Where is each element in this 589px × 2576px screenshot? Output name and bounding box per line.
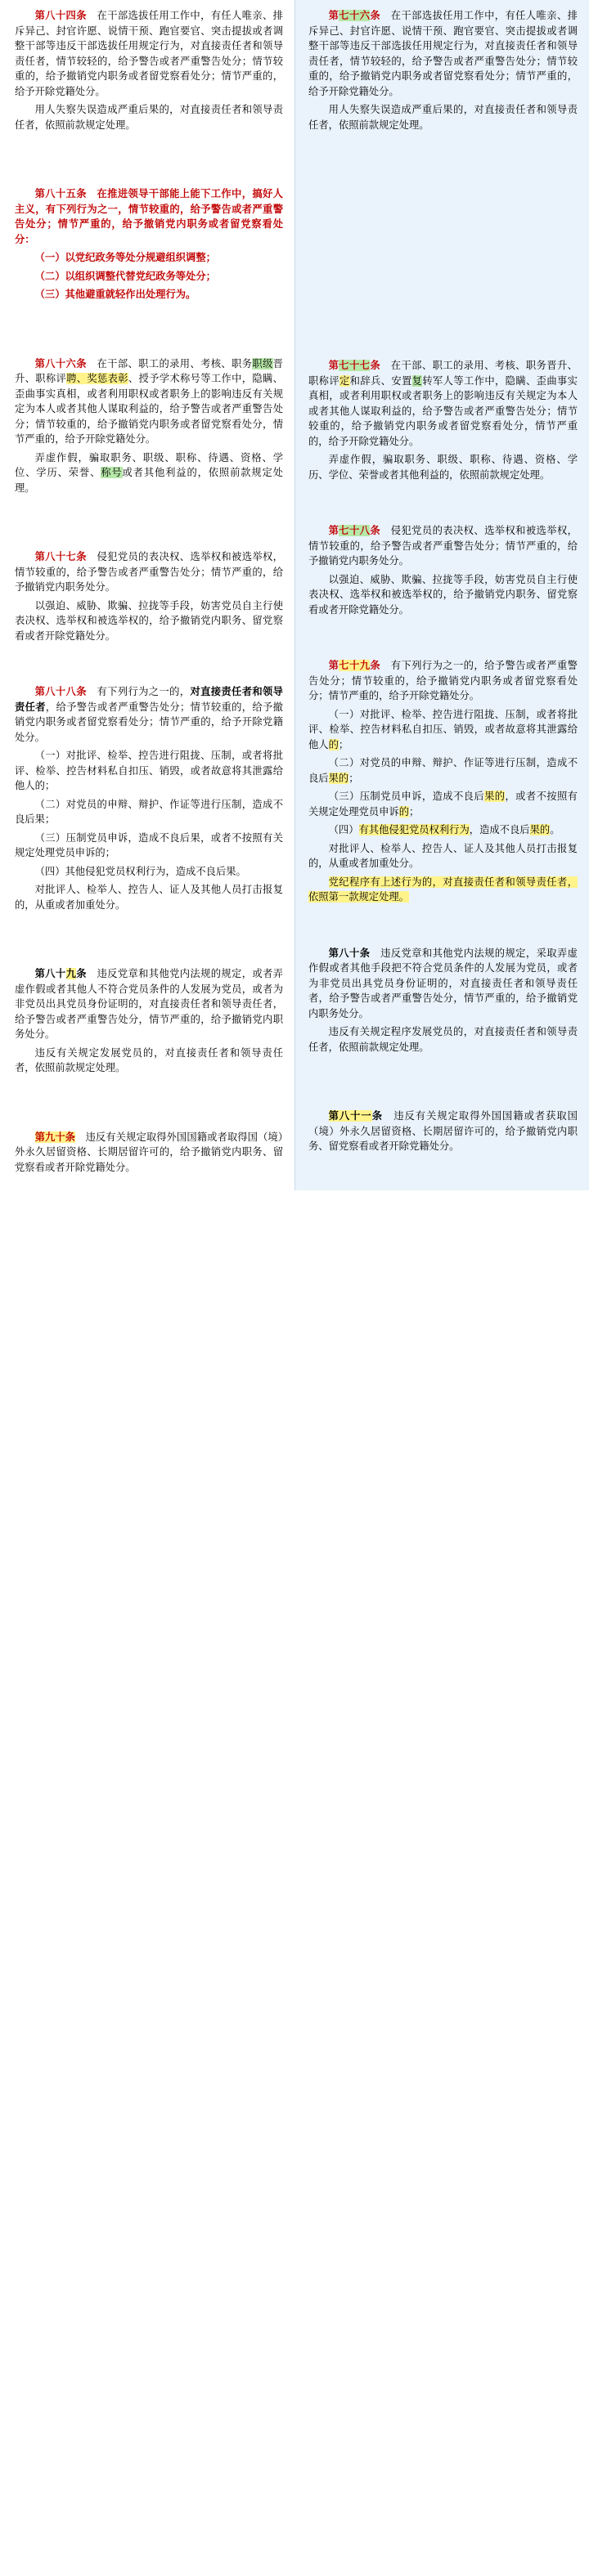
article-79-item-2: （二）对党员的申辩、辩护、作证等进行压制，造成不良后果的； (308, 757, 578, 784)
article-90-number: 第九十条 (34, 1131, 76, 1143)
highlight-de-1: 的 (328, 738, 339, 750)
highlight-added-clause: 党纪程序有上述行为的，对直接责任者和领导责任者，依照第一款规定处理。 (308, 876, 578, 903)
article-81-para-1: 第八十一条 违反有关规定取得外国国籍或者获取国（境）外永久居留资格、长期居留许可的，给予撤销党内职务、留党察看或者开除党籍处分。 (308, 1110, 578, 1152)
article-77-para-1: 第七十七条 在干部、职工的录用、考核、职务晋升、职称评定和辞兵、安置复转军人等工作中，隐瞒、歪曲事实真相，或者利用职权或者职务上的影响违反有关规定为本人或者其他人谋取利益的，给予警告或者严重警告处分；情节较重的，给予撤销党内职务或者留党察看处分，情节严重的，给予开除党籍处分。 (308, 360, 578, 447)
right-column-original (294, 0, 589, 1190)
article-81-number: 第八十一条 (328, 1110, 383, 1122)
highlight-guode-3: 果的 (529, 824, 551, 836)
article-78-number: 第七十八条 (328, 525, 381, 536)
article-79-item-3: （三）压制党员申诉，造成不良后果的，或者不按照有关规定处理党员申诉的； (308, 791, 578, 818)
article-78-para-1: 第七十八条 侵犯党员的表决权、选举权和被选举权，情节较重的，给予警告或者严重警告处分；情节严重的，给予撤销党内职务处分。 (308, 525, 578, 567)
gap-85-86 (15, 324, 283, 356)
highlight-guode-2: 果的 (484, 791, 506, 802)
article-86-para-1: 第八十六条 在干部、职工的录用、考核、职务职级晋升、职称评聘、奖惩表彰、授予学术称号等工作中，隐瞒、歪曲事实真相，或者利用职权或者职务上的影响违反有关规定为本人或者其他人谋取利益的，给予警告或者严重警告处分；情节较重的，给予撤销党内职务或者留党察看处分，情节严重的，给予开除党籍处分。 (15, 357, 283, 445)
article-88-number: 第八十八条 (34, 686, 87, 697)
article-88-item-4: （四）其他侵犯党员权利行为，造成不良后果。 (34, 865, 246, 877)
article-90 (15, 1130, 283, 1176)
gap-77-78 (308, 504, 578, 523)
article-87-number: 第八十七条 (34, 551, 87, 562)
article-80-number: 第八十条 (328, 947, 371, 959)
article-84-number: 第八十四条 (34, 10, 87, 21)
article-86 (15, 356, 283, 496)
article-80-para-1: 第八十条 违反党章和其他党内法规的规定，采取弄虚作假或者其他手段把不符合党员条件的人发展为党员，或者为非党员出具党员身份证明的，对直接责任者和领导责任者，给予警告或者严重警告处分，情节严重的，给予撤销党内职务处分。 (308, 947, 578, 1019)
gap-86-87 (15, 517, 283, 549)
article-78-para-2: 以强迫、威胁、欺骗、拉拢等手段，妨害党员自主行使表决权、选举权和被选举权的，给予撤销党内职务、留党察看或者开除党籍处分。 (308, 573, 578, 616)
gap-84-85 (15, 154, 283, 186)
highlight-fu: 复 (411, 374, 423, 387)
article-87-para-2: 以强迫、威胁、欺骗、拉拢等手段，妨害党员自主行使表决权、选举权和被选举权的，给予撤销党内职务、留党察看或者开除党籍处分。 (15, 599, 283, 642)
article-84-para-1: 第八十四条 在干部选拔任用工作中，有任人唯亲、排斥异己、封官许愿、说情干预、跑官要官、突击提拔或者调整干部等违反干部选拔任用规定行为，对直接责任者和领导责任者，情节较轻的，给予警告或者严重警告处分；情节较重的，给予撤销党内职务或者留党察看处分；情节严重的，给予开除党籍处分。 (15, 10, 283, 97)
gap-80-81 (308, 1076, 578, 1109)
article-89-number: 第八十九条 (34, 968, 87, 979)
article-76-para-1: 第七十六条 在干部选拔任用工作中，有任人唯亲、排斥异己、封官许愿、说情干预、跑官要官、突击提拔或者调整干部等违反干部选拔任用规定行为，对直接责任者和领导责任者，情节较轻的，给予警告或者严重警告处分；情节较重的，给予撤销党内职务或者留党察看处分；情节严重的，给予开除党籍处分。 (308, 10, 578, 97)
article-89-para-2: 违反有关规定发展党员的，对直接责任者和领导责任者，依照前款规定处理。 (15, 1046, 283, 1073)
article-79 (308, 658, 578, 905)
article-84 (15, 8, 283, 132)
gap-79-80 (308, 926, 578, 946)
article-85-item-1: （一）以党纪政务等处分规避组织调整； (34, 252, 216, 263)
article-79-para-1: 第七十九条 有下列行为之一的，给予警告或者严重警告处分；情节较重的，给予撤销党内职务或者留党察看处分；情节严重的，给予开除党籍处分。 (308, 660, 578, 701)
highlight-jiu: 九 (65, 968, 77, 979)
highlight-qishiba: 七十八 (339, 525, 371, 536)
article-88-para-last: 对批评人、检举人、控告人、证人及其他人员打击报复的，从重或者加重处分。 (15, 884, 283, 911)
highlight-ding: 定 (339, 374, 350, 387)
article-76 (308, 8, 578, 132)
article-88-item-3: （三）压制党员申诉，造成不良后果，或者不按照有关规定处理党员申诉的； (15, 831, 283, 858)
article-79-item-1: （一）对批评、检举、控告进行阻拢、压制，或者将批评、检举、控告材料私自扣压、销毁，或者故意将其泄露给他人的； (308, 708, 578, 750)
article-77-para-2: 弄虚作假，骗取职务、职级、职称、待遇、资格、学历、学位、荣誉或者其他利益的，依照前款规定处理。 (308, 454, 578, 481)
article-85-item-2: （二）以组织调整代替党纪政务等处分； (34, 270, 216, 282)
article-79-para-added (308, 875, 578, 905)
article-86-number: 第八十六条 (34, 357, 87, 370)
gap-87-88 (15, 665, 283, 684)
article-77-number: 第七十七条 (328, 360, 381, 371)
highlight-de-2: 的 (398, 805, 409, 818)
gap-89-90 (15, 1097, 283, 1130)
article-76-number: 第七十六条 (328, 10, 381, 21)
highlight-bashiyi: 第八十一 (328, 1110, 372, 1122)
article-80 (308, 946, 578, 1055)
article-79-item-4: （四）有其他侵犯党员权利行为，造成不良后果的。 (328, 824, 560, 836)
article-88-item-2: （二）对党员的申辩、辩护、作证等进行压制，造成不良后果； (15, 798, 283, 825)
article-79-number: 第七十九条 (328, 660, 381, 671)
highlight-guode: 果的 (328, 772, 349, 784)
article-76-para-2: 用人失察失误造成严重后果的，对直接责任者和领导责任者，依照前款规定处理。 (308, 104, 578, 131)
article-84-para-2: 用人失察失误造成严重后果的，对直接责任者和领导责任者，依照前款规定处理。 (15, 104, 283, 131)
article-89 (15, 966, 283, 1076)
highlight-qishiqi: 七十七 (339, 360, 371, 371)
article-87-para-1: 第八十七条 侵犯党员的表决权、选举权和被选举权，情节较重的，给予警告或者严重警告处分；情节严重的，给予撤销党内职务处分。 (15, 551, 283, 593)
article-85-number: 第八十五条 (34, 188, 87, 199)
highlight-zhiji-1: 职级 (252, 357, 273, 370)
article-88-para-1: 第八十八条 有下列行为之一的，对直接责任者和领导责任者，给予警告或者严重警告处分；情节较重的，给予撤销党内职务或者留党察看处分；情节严重的，给予开除党籍处分。 (15, 686, 283, 743)
article-89-para-1: 第八十九条 违反党章和其他党内法规的规定，或者弄虚作假或者其他人不符合党员条件的人发展为党员，或者为非党员出具党员身份证明的，对直接责任者和领导责任者，给予警告或者严重警告处分，情节严重的，给予撤销党内职务处分。 (15, 968, 283, 1040)
highlight-qishijiu: 七十九 (339, 660, 371, 671)
article-85-para-1: 第八十五条 在推进领导干部能上能下工作中，搞好人主义，有下列行为之一，情节较重的，给予警告或者严重警告处分；情节严重的，给予撤销党内职务或者留党察看处分： (15, 188, 283, 245)
article-78 (308, 523, 578, 617)
article-86-para-2: 弄虚作假，骗取职务、职级、职称、待遇、资格、学位、学历、荣誉、称号或者其他利益的，依照前款规定处理。 (15, 451, 283, 494)
article-80-para-2: 违反有关规定程序发展党员的，对直接责任者和领导责任者，依照前款规定处理。 (308, 1026, 578, 1053)
article-88-item-1: （一）对批评、检举、控告进行阻拢、压制，或者将批评、检举、控告材料私自扣压、销毁，或者故意将其泄露给他人的； (15, 750, 283, 791)
article-77 (308, 358, 578, 482)
article-79-para-last: 对批评人、检举人、控告人、证人及其他人员打击报复的，从重或者加重处分。 (308, 842, 578, 869)
highlight-qishiliu: 七十六 (339, 10, 371, 21)
gap-78-79 (308, 638, 578, 658)
article-88-bold-phrase: 对直接责任者和领导责任者 (15, 686, 283, 713)
left-column-revised (0, 0, 294, 1211)
gap-88-89 (15, 934, 283, 966)
article-90-para-1: 第九十条 违反有关规定取得外国国籍或者取得国（境）外永久居留资格、长期居留许可的，给予撤销党内职务、留党察看或者开除党籍处分。 (15, 1131, 283, 1173)
comparison-columns (0, 0, 589, 1211)
highlight-chenghao: 称号 (101, 467, 123, 478)
highlight-pin-jiangcheng: 聘、奖惩表彰 (66, 373, 128, 384)
article-85 (15, 186, 283, 302)
gap-76-77 (308, 154, 578, 358)
article-85-item-3: （三）其他避重就轻作出处理行为。 (34, 289, 196, 300)
article-81 (308, 1109, 578, 1154)
article-87 (15, 549, 283, 643)
highlight-youqita: 有其他侵犯党员权利行为 (358, 824, 470, 836)
article-88 (15, 684, 283, 912)
